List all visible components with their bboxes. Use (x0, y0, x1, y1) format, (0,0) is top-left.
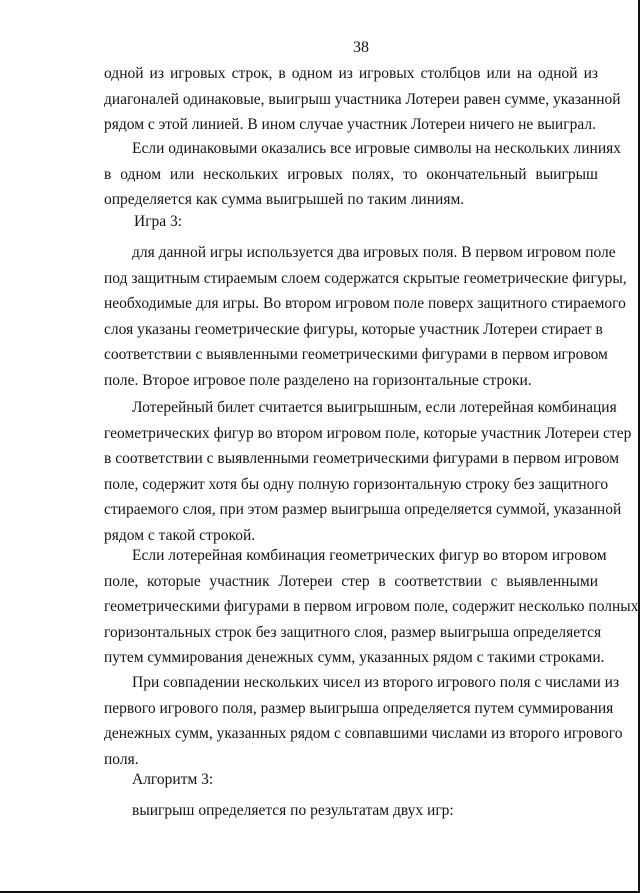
text-line: для данной игры используется два игровых поля. В первом игровом поле (132, 244, 616, 261)
text-line: Лотерейный билет считается выигрышным, если лотерейная комбинация (132, 399, 617, 416)
paragraph-6 (104, 670, 623, 772)
text-line: необходимые для игры. Во втором игровом поле поверх защитного стираемого (104, 295, 626, 313)
text-line: одной из игровых строк, в одном из игровых столбцов или на одной из (104, 65, 598, 82)
text-line: поле. Второе игровое поле разделено на горизонтальные строки. (104, 371, 532, 389)
page-number: 38 (353, 39, 369, 56)
paragraph-5 (104, 543, 639, 671)
text-line: поля. (104, 750, 139, 768)
text-line: рядом с этой линией. В ином случае участник Лотереи ничего не выиграл. (104, 116, 596, 134)
algorithm-3-text: выигрыш определяется по результатам двух игр: (132, 802, 454, 819)
text-line: стираемого слоя, при этом размер выигрыша определяется суммой, указанной (104, 501, 622, 519)
text-line: соответствии с выявленными геометрическими фигурами в первом игровом (104, 346, 608, 364)
game-3-heading: Игра 3: (134, 213, 183, 230)
text-line: геометрическими фигурами в первом игровом поле, содержит несколько полных (104, 598, 639, 616)
text-line: слоя указаны геометрические фигуры, которые участник Лотереи стирает в (104, 320, 603, 338)
text-line: поле, содержит хотя бы одну полную горизонтальную строку без защитного (104, 475, 609, 493)
text-line: под защитным стираемым слоем содержатся скрытые геометрические фигуры, (104, 269, 627, 287)
text-line: геометрических фигур во втором игровом поле, которые участник Лотереи стер (104, 424, 632, 442)
text-line: диагоналей одинаковые, выигрыш участника Лотереи равен сумме, указанной (104, 90, 621, 108)
text-line: Если одинаковыми оказались все игровые символы на нескольких линиях (132, 140, 622, 157)
algorithm-3-heading: Алгоритм 3: (132, 771, 214, 788)
text-line: определяется как сумма выигрышей по таким линиям. (104, 191, 465, 209)
text-line: в соответствии с выявленными геометрическими фигурами в первом игровом (104, 450, 620, 468)
text-line: денежных сумм, указанных рядом с совпавшими числами из второго игрового (104, 725, 623, 743)
text-line: первого игрового поля, размер выигрыша определяется путем суммирования (104, 699, 614, 717)
text-line: При совпадении нескольких чисел из второго игрового поля с числами из (132, 674, 620, 691)
text-line: путем суммирования денежных сумм, указанных рядом с такими строками. (104, 649, 605, 667)
text-line: горизонтальных строк без защитного слоя, размер выигрыша определяется (104, 623, 602, 641)
paragraph-4 (104, 395, 632, 549)
text-line: поле, которые участник Лотереи стер в соответствии с выявленными (104, 572, 598, 590)
paragraph-2 (104, 136, 622, 213)
text-line: Если лотерейная комбинация геометрических фигур во втором игровом (132, 547, 607, 564)
text-line: в одном или нескольких игровых полях, то окончательный выигрыш (104, 165, 598, 183)
paragraph-1 (104, 61, 621, 138)
paragraph-3 (104, 240, 627, 394)
text-line: рядом с такой строкой. (104, 526, 256, 544)
